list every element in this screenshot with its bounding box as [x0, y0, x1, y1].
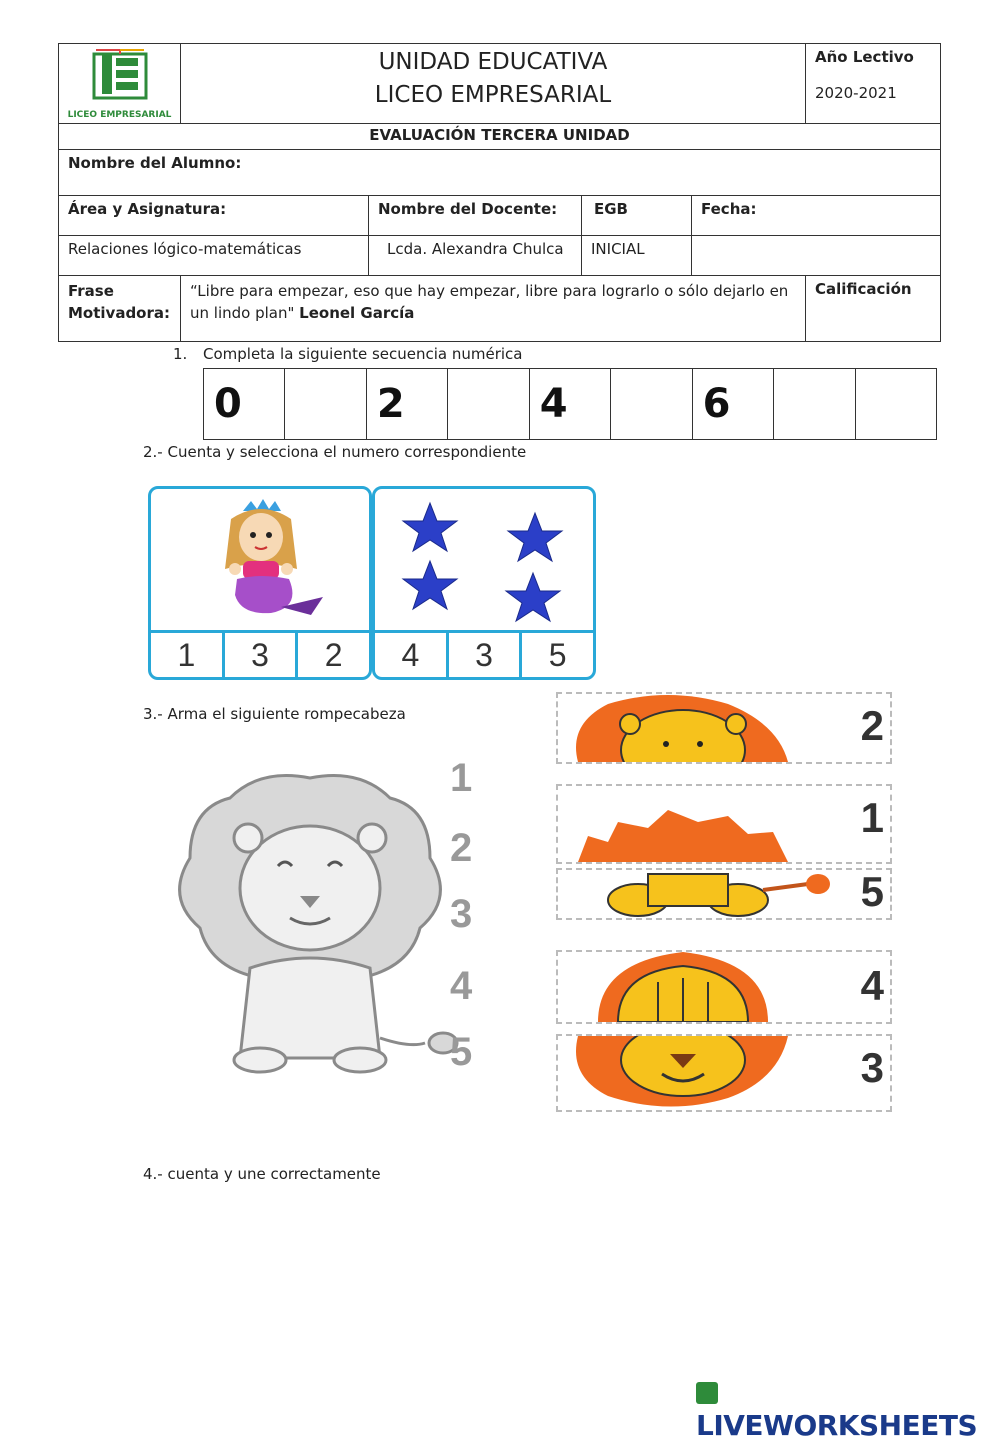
count-option[interactable]: 1 — [177, 637, 196, 673]
school-name-line1: UNIDAD EDUCATIVA — [378, 49, 608, 75]
puzzle-piece[interactable] — [556, 950, 892, 1024]
piece-number: 3 — [860, 1044, 884, 1091]
sequence-blank[interactable] — [774, 369, 855, 440]
guide-number: 5 — [450, 1030, 473, 1074]
count-option[interactable]: 4 — [401, 637, 420, 673]
count-option[interactable]: 5 — [519, 633, 593, 677]
brand-text: LIVEWORKSHEETS — [696, 1409, 978, 1442]
sequence-cell: 0 — [204, 369, 285, 440]
phrase-text: “Libre para empezar, eso que hay empezar, libre para lograrlo o sólo dejarlo en un lindo plan" — [190, 282, 789, 322]
phrase-label: Frase Motivadora: — [59, 276, 181, 342]
sequence-cell: 4 — [529, 369, 610, 440]
egb-value: INICIAL — [582, 236, 692, 276]
grade-field[interactable]: Calificación — [806, 276, 941, 342]
count-option[interactable]: 3 — [446, 633, 520, 677]
area-label: Área y Asignatura: — [59, 196, 369, 236]
sequence-blank[interactable] — [855, 369, 937, 440]
area-value: Relaciones lógico-matemáticas — [59, 236, 369, 276]
sequence-table — [203, 368, 937, 440]
phrase-author: Leonel García — [299, 304, 415, 322]
lion-paws-icon — [558, 870, 848, 918]
count-option[interactable]: 2 — [295, 633, 369, 677]
puzzle-piece[interactable] — [556, 784, 892, 864]
school-logo-text: LICEO EMPRESARIAL — [67, 109, 172, 120]
school-name-cell — [181, 44, 806, 124]
q1-number: 1. — [173, 345, 188, 363]
stars-options — [375, 630, 593, 677]
piece-number: 5 — [860, 868, 884, 915]
q2-instruction: 2.- Cuenta y selecciona el numero correspondiente — [143, 443, 527, 461]
egb-label: EGB — [582, 196, 692, 236]
sequence-cell: 2 — [366, 369, 447, 440]
date-value — [692, 236, 941, 276]
sequence-blank[interactable] — [611, 369, 692, 440]
puzzle-piece[interactable] — [556, 868, 892, 920]
q3-instruction: 3.- Arma el siguiente rompecabeza — [143, 705, 406, 723]
lion-face-top-icon — [558, 694, 808, 762]
q1-instruction: Completa la siguiente secuencia numérica — [203, 345, 523, 363]
school-logo — [66, 48, 174, 120]
sequence-cell: 6 — [692, 369, 773, 440]
lion-mane-top-icon — [558, 786, 808, 862]
piece-number: 2 — [860, 702, 884, 749]
puzzle-piece[interactable] — [556, 1034, 892, 1112]
sequence-blank[interactable] — [448, 369, 529, 440]
student-name-field[interactable]: Nombre del Alumno: — [59, 150, 941, 196]
header-table — [58, 43, 941, 342]
exam-title: EVALUACIÓN TERCERA UNIDAD — [59, 124, 941, 150]
q4-instruction: 4.- cuenta y une correctamente — [143, 1165, 381, 1183]
lion-outline-icon — [160, 768, 460, 1078]
count-card-mermaid — [148, 486, 372, 680]
teacher-value: Lcda. Alexandra Chulca — [369, 236, 582, 276]
starfish-icon — [375, 489, 593, 629]
lion-face-bottom-icon — [558, 1036, 808, 1110]
teacher-label: Nombre del Docente: — [369, 196, 582, 236]
phrase-cell — [181, 276, 806, 342]
puzzle-piece[interactable] — [556, 692, 892, 764]
date-field[interactable]: Fecha: — [692, 196, 941, 236]
mermaid-options — [151, 630, 369, 677]
guide-number: 2 — [450, 826, 473, 870]
brand-icon — [696, 1382, 718, 1404]
school-logo-cell — [59, 44, 181, 124]
year-cell — [806, 44, 941, 124]
school-name-line2: LICEO EMPRESARIAL — [374, 82, 612, 108]
guide-number: 4 — [450, 964, 473, 1008]
count-card-stars — [372, 486, 596, 680]
piece-number: 4 — [860, 962, 884, 1009]
count-option[interactable]: 3 — [222, 633, 296, 677]
year-label: Año Lectivo — [815, 48, 914, 66]
guide-number: 1 — [450, 756, 473, 800]
guide-number: 3 — [450, 892, 473, 936]
year-value: 2020-2021 — [815, 84, 897, 102]
mermaid-icon — [151, 489, 369, 629]
piece-number: 1 — [860, 794, 884, 841]
sequence-blank[interactable] — [285, 369, 366, 440]
lion-body-icon — [558, 952, 808, 1022]
liveworksheets-logo[interactable] — [696, 1376, 1000, 1442]
